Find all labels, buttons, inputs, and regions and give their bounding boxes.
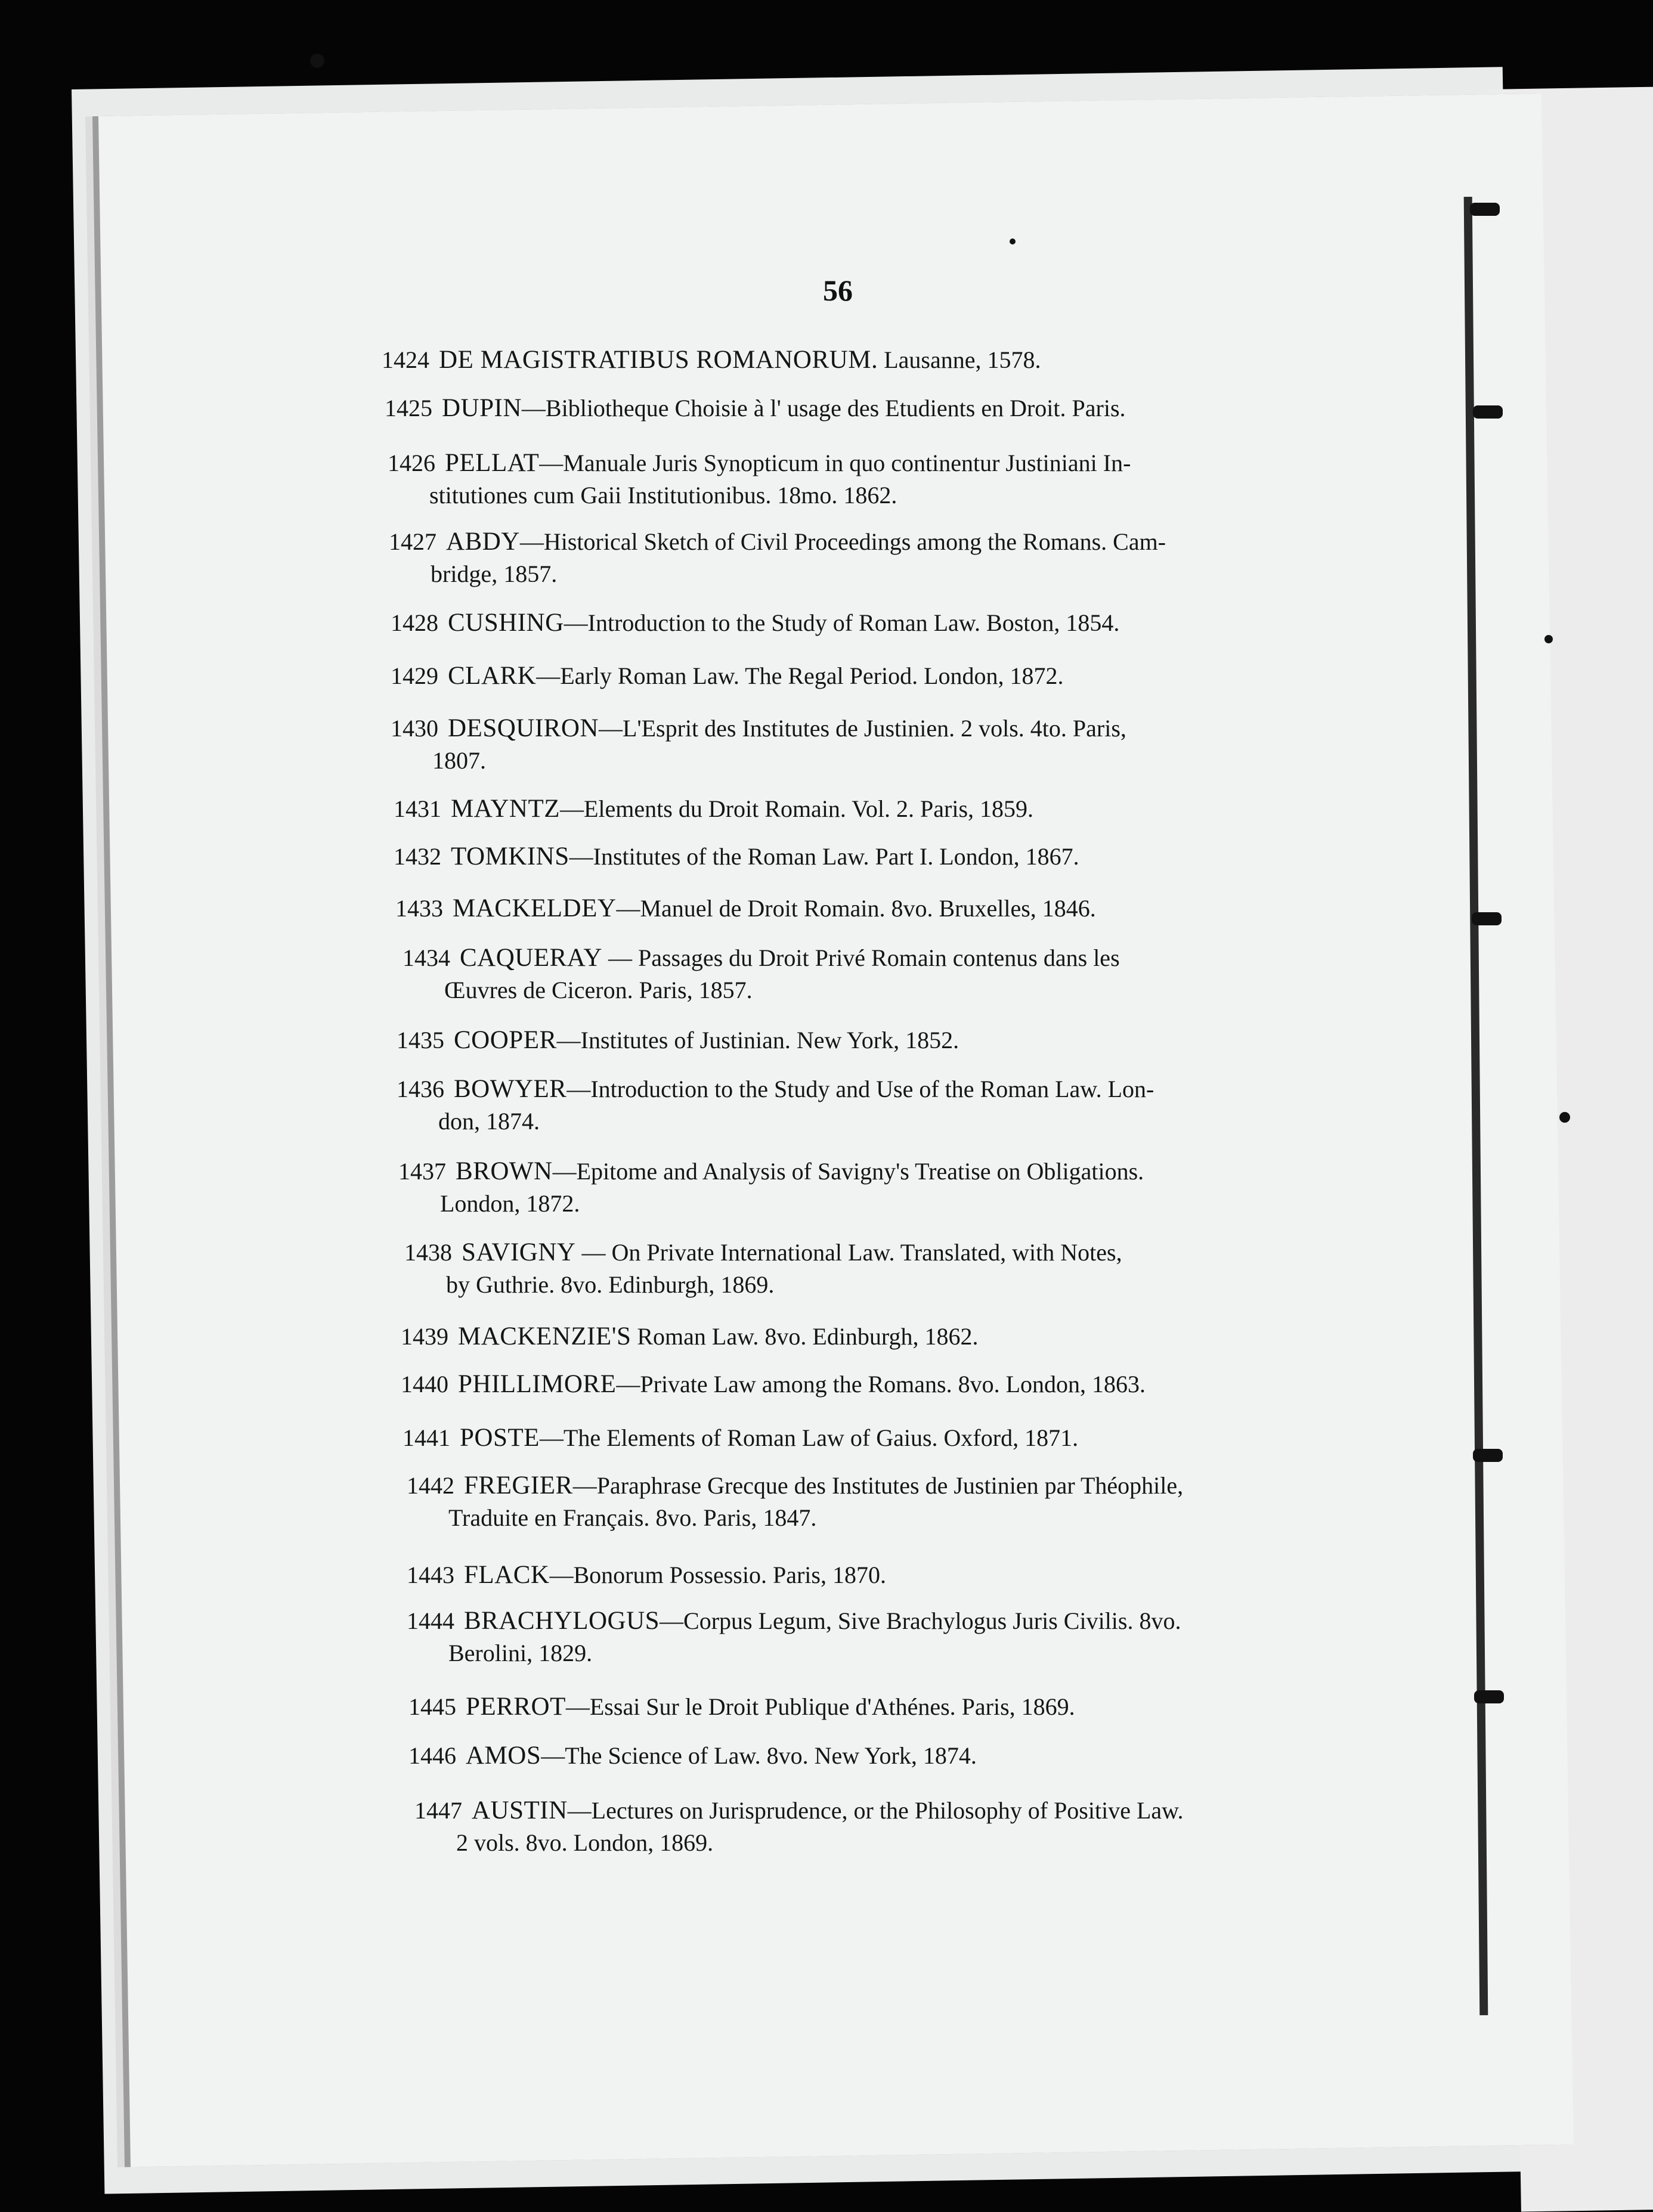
page-number: 56: [823, 274, 853, 307]
entry-number: 1429: [391, 662, 438, 689]
entry-author: MACKELDEY: [453, 894, 617, 922]
entry-author: PELLAT: [445, 449, 540, 477]
entry-continuation: stitutiones cum Gaii Institutionibus. 18mo. 1862.: [429, 482, 897, 509]
entry-author: DE MAGISTRATIBUS ROMANORUM.: [439, 346, 878, 374]
entry-number: 1442: [407, 1472, 454, 1499]
entry-number: 1424: [382, 346, 429, 373]
entry-number: 1438: [404, 1239, 452, 1266]
entry-number: 1435: [397, 1027, 444, 1054]
entry-title: —Paraphrase Grecque des Institutes de Justinien par Théophile,: [572, 1472, 1184, 1499]
entry-title: —The Elements of Roman Law of Gaius. Oxford, 1871.: [539, 1424, 1079, 1451]
catalogue-entry: [388, 447, 1131, 512]
entry-continuation: by Guthrie. 8vo. Edinburgh, 1869.: [446, 1271, 775, 1298]
entry-number: 1432: [394, 843, 441, 870]
entry-number: 1447: [414, 1797, 462, 1824]
entry-title: —Elements du Droit Romain. Vol. 2. Paris, 1859.: [559, 795, 1034, 822]
entry-title: —Historical Sketch of Civil Proceedings among the Romans. Cam-: [519, 528, 1166, 555]
catalogue-entry: [403, 942, 1120, 1006]
entry-author: FREGIER: [464, 1471, 573, 1500]
entry-author: COOPER: [454, 1026, 557, 1054]
entry-author: MACKENZIE'S: [458, 1322, 632, 1350]
entry-author: DUPIN: [442, 394, 522, 422]
catalogue-entry: [414, 1795, 1183, 1859]
catalogue-entry: [401, 1368, 1146, 1401]
entry-author: PERROT: [466, 1693, 566, 1721]
entry-author: AUSTIN: [472, 1796, 568, 1824]
entry-number: 1434: [403, 944, 450, 971]
catalogue-entry: [394, 793, 1033, 825]
entry-author: SAVIGNY: [462, 1238, 576, 1266]
entry-title: —Lectures on Jurisprudence, or the Philosophy of Positive Law.: [567, 1797, 1184, 1824]
entry-title: —L'Esprit des Institutes de Justinien. 2 vols. 4to. Paris,: [598, 715, 1126, 742]
catalogue-entry: [391, 607, 1119, 639]
entry-author: BROWN: [456, 1157, 553, 1185]
entry-title: —Essai Sur le Droit Publique d'Athénes. Paris, 1869.: [565, 1693, 1075, 1720]
entry-author: TOMKINS: [451, 842, 569, 870]
entry-title: —Corpus Legum, Sive Brachylogus Juris Civilis. 8vo.: [660, 1607, 1181, 1634]
catalogue-entry: [408, 1740, 977, 1772]
entry-author: DESQUIRON: [448, 714, 599, 742]
entry-number: 1437: [398, 1158, 446, 1185]
entry-continuation: 1807.: [432, 747, 486, 774]
entry-title: — Passages du Droit Privé Romain contenus dans les: [602, 944, 1120, 971]
catalogue-entry: [404, 1237, 1122, 1301]
entry-title: —Manuale Juris Synopticum in quo continentur Justiniani In-: [539, 450, 1131, 476]
entry-title: —Epitome and Analysis of Savigny's Treatise on Obligations.: [552, 1158, 1144, 1185]
catalogue-entry: [385, 392, 1126, 425]
entry-number: 1439: [401, 1323, 448, 1350]
entry-title: —Institutes of Justinian. New York, 1852.: [556, 1027, 959, 1054]
entry-number: 1445: [408, 1693, 456, 1720]
entry-title: —Bibliotheque Choisie à l' usage des Etudients en Droit. Paris.: [521, 395, 1126, 422]
catalogue-entry: [407, 1559, 886, 1591]
entry-author: FLACK: [464, 1561, 550, 1589]
catalogue-entry: [401, 1321, 979, 1353]
catalogue-entry: [397, 1024, 959, 1057]
entry-author: BRACHYLOGUS: [464, 1607, 660, 1635]
entry-number: 1427: [389, 528, 437, 555]
entry-number: 1428: [391, 609, 438, 636]
entry-title: —Institutes of the Roman Law. Part I. London, 1867.: [569, 843, 1079, 870]
entry-number: 1433: [395, 895, 443, 922]
catalogue-entry: [407, 1470, 1183, 1534]
entry-author: BOWYER: [454, 1075, 567, 1103]
entry-number: 1426: [388, 450, 435, 476]
entry-number: 1431: [394, 795, 441, 822]
entry-number: 1430: [391, 715, 438, 742]
catalogue-entry: [403, 1422, 1078, 1454]
entry-title: —Bonorum Possessio. Paris, 1870.: [549, 1562, 886, 1588]
entry-continuation: bridge, 1857.: [431, 560, 558, 587]
entry-continuation: London, 1872.: [440, 1190, 580, 1217]
catalogue-entry: [407, 1605, 1181, 1669]
entry-number: 1440: [401, 1371, 448, 1398]
entry-continuation: Traduite en Français. 8vo. Paris, 1847.: [448, 1504, 817, 1531]
entry-author: CUSHING: [448, 609, 564, 637]
entry-continuation: Berolini, 1829.: [448, 1640, 593, 1666]
entry-title: —The Science of Law. 8vo. New York, 1874.: [541, 1742, 977, 1769]
entry-author: CAQUERAY: [460, 944, 602, 972]
entry-title: —Manuel de Droit Romain. 8vo. Bruxelles, 1846.: [616, 895, 1096, 922]
catalogue-entry: [391, 712, 1126, 777]
entry-title: —Introduction to the Study of Roman Law. Boston, 1854.: [564, 609, 1120, 636]
catalogue-entry: [394, 841, 1079, 873]
entry-title: Lausanne, 1578.: [878, 346, 1041, 373]
entry-title: —Early Roman Law. The Regal Period. London, 1872.: [536, 662, 1064, 689]
catalogue-entry: [397, 1073, 1154, 1138]
entry-author: PHILLIMORE: [458, 1370, 617, 1398]
entry-number: 1446: [408, 1742, 456, 1769]
entry-number: 1425: [385, 395, 432, 422]
entry-number: 1436: [397, 1076, 444, 1102]
entry-continuation: Œuvres de Ciceron. Paris, 1857.: [444, 977, 753, 1003]
catalogue-entry: [391, 660, 1064, 692]
entry-continuation: 2 vols. 8vo. London, 1869.: [456, 1829, 714, 1856]
entry-number: 1441: [403, 1424, 450, 1451]
catalogue-entry: [382, 344, 1041, 376]
entry-author: MAYNTZ: [451, 795, 560, 823]
catalogue-entry: [389, 526, 1166, 590]
catalogue-entry: [408, 1691, 1075, 1723]
entry-author: CLARK: [448, 662, 537, 690]
entry-author: AMOS: [466, 1742, 541, 1770]
entry-number: 1443: [407, 1562, 454, 1588]
catalogue-entry: [398, 1155, 1144, 1220]
entry-number: 1444: [407, 1607, 454, 1634]
entry-author: POSTE: [460, 1424, 540, 1452]
entry-title: Roman Law. 8vo. Edinburgh, 1862.: [631, 1323, 979, 1350]
entry-title: —Introduction to the Study and Use of the Roman Law. Lon-: [567, 1076, 1154, 1102]
entry-author: ABDY: [446, 528, 520, 556]
entry-title: —Private Law among the Romans. 8vo. London, 1863.: [616, 1371, 1146, 1398]
catalogue-entry: [395, 893, 1096, 925]
entry-continuation: don, 1874.: [438, 1108, 540, 1135]
entry-title: — On Private International Law. Translated, with Notes,: [575, 1239, 1122, 1266]
